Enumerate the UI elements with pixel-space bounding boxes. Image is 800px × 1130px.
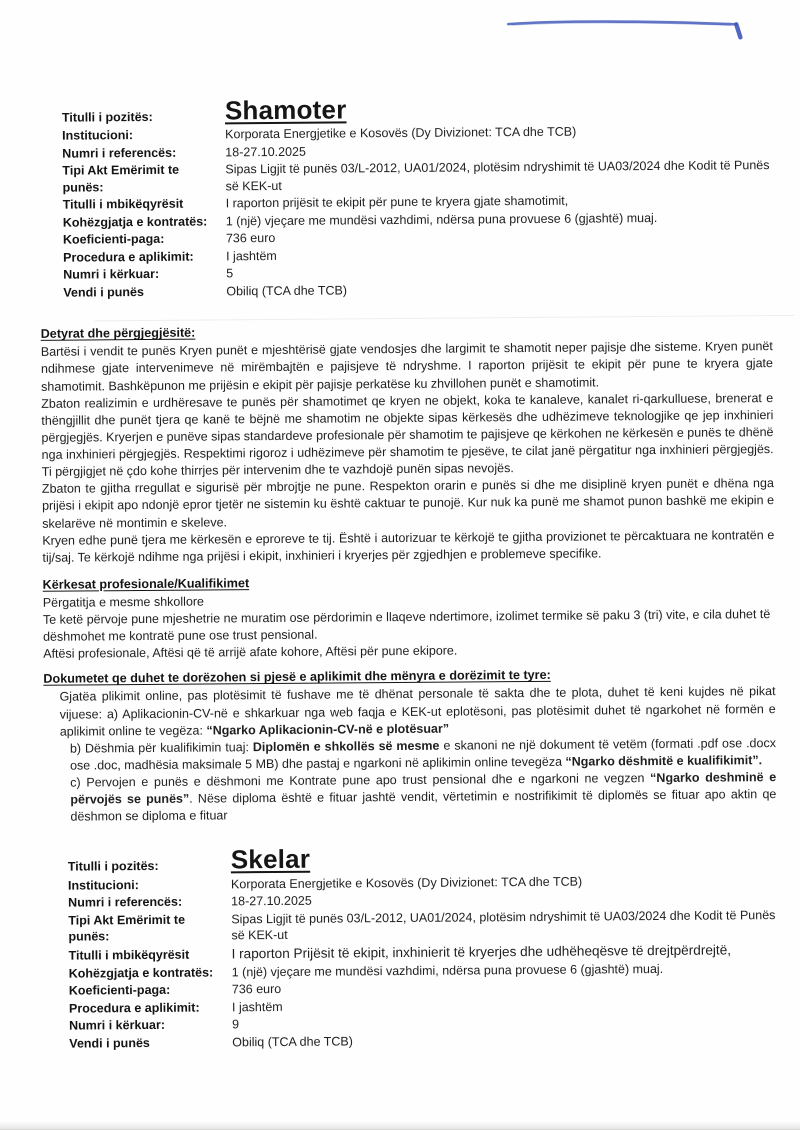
- field-value: Korporata Energjetike e Kosovës (Dy Divizionet: TCA dhe TCB): [230, 874, 583, 892]
- job-block-shamoter: [62, 93, 773, 301]
- job-block-skelar: [68, 842, 779, 1051]
- field-value: I jashtëm: [226, 248, 277, 264]
- field-row: [62, 157, 771, 196]
- field-value: I raporton Prijësit të ekipit, inxhinierit të kryerjes dhe udhëheqësve të drejtpërdrejtë,: [231, 942, 732, 962]
- duties-paragraph: Kryen edhe punë tjera me kërkesën e eproreve te tij. Është i autorizuar te kërkojë te gjitha provizionet te përcaktuara ne kontratën e tij/saj. Te kërkojë ndihme nga prijësi i ekipit, inxhinieri i kryerjes për zgjedhjen e problemeve specifike.: [42, 527, 775, 565]
- field-label: Numri i kërkuar:: [69, 1018, 166, 1033]
- job-title-shamoter: Shamoter: [224, 94, 347, 126]
- document-paragraph-a: Gjatëa plikimit online, pas plotësimit të fushave me të dhënat personale të sakta dhe te plota, duhet të keni kujdes në pikat vijuese: a) Aplikacionin-CV-në e shkarkuar nga web faqja e KEK-ut eplotësoni, pas plotësimit duhet të ngarkohet në formën e aplikimit online te vegëza: “Ngarko Aplikacionin-CV-në e plotësuar”: [59, 684, 776, 739]
- field-value: 9: [232, 1017, 240, 1032]
- field-label: Procedura e aplikimit:: [68, 1000, 200, 1016]
- section-heading-requirements: Kërkesat profesionale/Kualifikimet: [42, 576, 250, 592]
- pen-stroke-mark: [502, 9, 752, 45]
- field-value: 18-27.10.2025: [231, 893, 312, 909]
- field-value: Sipas Ligjit të punës 03/L-2012, UA01/2024, plotësim ndryshimit të UA03/2024 dhe Kodit të Punës së KEK-ut: [231, 907, 776, 943]
- section-documents: [43, 666, 776, 826]
- field-label: Vendi i punës: [63, 284, 144, 300]
- field-label: Tipi Akt Emërimit te punës:: [62, 163, 180, 195]
- document-paragraph-c: c) Pervojen e punës e dëshmoni me Kontrate pune apo trust pensional dhe e ngarkoni ne vegzen “Ngarko deshminë e përvojës se punës”. Nëse diploma është e fituar jashtë vendit, vërtetimin e nostrifikimit të diplomës se fituar apo aktin qe dëshmon se diploma e fituar: [70, 770, 777, 824]
- duties-paragraph: Bartësi i vendit te punës Kryen punët e mjeshtërisë gjate vendosjes dhe largimit te shamotit neper pajisje dhe sisteme. Kryen punët ndihmese gjate intervenimeve në mirëmbajtën e pajisjeve të ndryshme. I raporton prijësit te ekipit për pune te kryera gjate shamotimit. Bashkëpunon me prijësin e ekipit për pajisje perkatëse ku zhvillohen punët e shamotimit.: [40, 339, 773, 394]
- field-label: Numri i kërkuar:: [63, 267, 160, 282]
- section-heading-duties: Detyrat dhe përgjegjësitë:: [40, 325, 196, 342]
- field-label: Institucioni:: [67, 877, 139, 893]
- field-value: 736 euro: [231, 982, 282, 997]
- field-value: 1 (një) vjeçare me mundësi vazhdimi, ndërsa puna provuese 6 (gjashtë) muaj.: [231, 961, 664, 979]
- document-paragraph-b: b) Dëshmia për kualifikimin tuaj: Diplomën e shkollës së mesme e skanoni ne një dokument të vetëm (formati .pdf ose .docx ose .doc, madhësia maksimale 5 MB) dhe pastaj e ngarkoni në aplikimin online tevegëza “Ngarko dëshmitë e kualifikimit”.: [69, 735, 776, 773]
- requirement-line: Aftësi profesionale, Aftësi që të arrijë afate kohore, Aftësi për pune ekipore.: [43, 643, 458, 662]
- field-label: Vendi i punës: [69, 1035, 150, 1051]
- field-value: Obiliq (TCA dhe TCB): [226, 283, 348, 299]
- requirement-line: Te ketë përvoje pune mjeshetrie ne muratim ose përdorimin e llaqeve ndertimore, izolimet termike së paku 3 (tri) vite, e cila duhet të dëshmohet me kontratë pune ose trust pensional.: [42, 607, 771, 644]
- section-requirements: [43, 572, 776, 663]
- field-row: [62, 93, 771, 126]
- field-label: Titulli i pozitës:: [67, 859, 159, 874]
- field-label: Titulli i mbikëqyrësit: [62, 196, 184, 212]
- field-label: Procedura e aplikimit:: [63, 249, 194, 265]
- field-label: Numri i referencës:: [62, 145, 177, 161]
- job-title-skelar: Skelar: [230, 844, 311, 875]
- field-label: Kohëzgjatja e kontratës:: [68, 965, 214, 981]
- field-value: I raporton prijësit te ekipit për pune te kryera gjate shamotimit,: [225, 193, 569, 211]
- duties-paragraph: Zbaton te gjitha rregullat e sigurisë për mbrojtje ne pune. Respekton orarin e punës si dhe me disiplinë kryen punët e dhëna nga prijësi i ekipit apo ndonjë epror tjetër ne sistemin ku është caktuar te punojë. Kur nuk ka punë me shamot punon bashkë me ekipin e skelarëve në montimin e skeleve.: [41, 476, 775, 531]
- field-value: I jashtëm: [231, 999, 283, 1014]
- field-label: Tipi Akt Emërimit te punës:: [68, 912, 186, 944]
- field-value: Sipas Ligjit të punës 03/L-2012, UA01/2024, plotësim ndryshimit të UA03/2024 dhe Kodit të Punës së KEK-ut: [225, 158, 770, 194]
- field-label: Numri i referencës:: [68, 894, 183, 910]
- field-label: Kohëzgjatja e kontratës:: [62, 214, 208, 230]
- field-row: [68, 842, 777, 875]
- field-label: Koeficienti-paga:: [62, 232, 165, 247]
- field-value: Obiliq (TCA dhe TCB): [232, 1034, 353, 1049]
- requirement-line: Përgatitja e mesme shkollore: [42, 594, 205, 610]
- field-value: 1 (një) vjeçare me mundësi vazhdimi, ndërsa puna provuese 6 (gjashtë) muaj.: [225, 210, 658, 229]
- duties-paragraph: Zbaton realizimin e urdhëresave te punës për shamotimet qe kryen ne objekt, koka te kanaleve, kanalet ri-qarkulluese, brenerat e thëngjillit dhe punët tjera qe kanë te bëjnë me shamotim ne objekte sipas kërkesës dhe udhëzimeve teknologjike qe jep inxhinieri përgjegjës. Kryerjen e punëve sipas standardeve profesionale për shamotim te pajisjeve qe kërkohen ne kërkesën e punës te dhënë nga inxhinieri përgjegjës. Respektimi rigoroz i udhëzimeve për shamotim te pjesëve, te cilat janë përgatitur nga inxhinieri përgjegjës. Ti përgjigjet në çdo kohe thirrjes për intervenim dhe te vazhdojë punën sipas nevojës.: [41, 390, 774, 479]
- field-label: Koeficienti-paga:: [68, 982, 171, 998]
- field-label: Titulli i pozitës:: [61, 109, 153, 125]
- field-label: Institucioni:: [62, 128, 134, 143]
- section-duties: [41, 321, 775, 566]
- field-row: [68, 907, 777, 946]
- field-value: 5: [226, 266, 234, 281]
- scan-bottom-edge: [0, 1121, 800, 1130]
- section-heading-documents: Dokumetet qe duhet te dorëzohen si pjesë e aplikimit dhe mënyra e dorëzimit te tyre:: [43, 668, 551, 687]
- field-value: 736 euro: [225, 231, 276, 246]
- field-label: Titulli i mbikëqyrësit: [68, 947, 190, 963]
- field-value: 18-27.10.2025: [225, 144, 306, 160]
- field-value: Korporata Energjetike e Kosovës (Dy Divizionet: TCA dhe TCB): [225, 124, 577, 142]
